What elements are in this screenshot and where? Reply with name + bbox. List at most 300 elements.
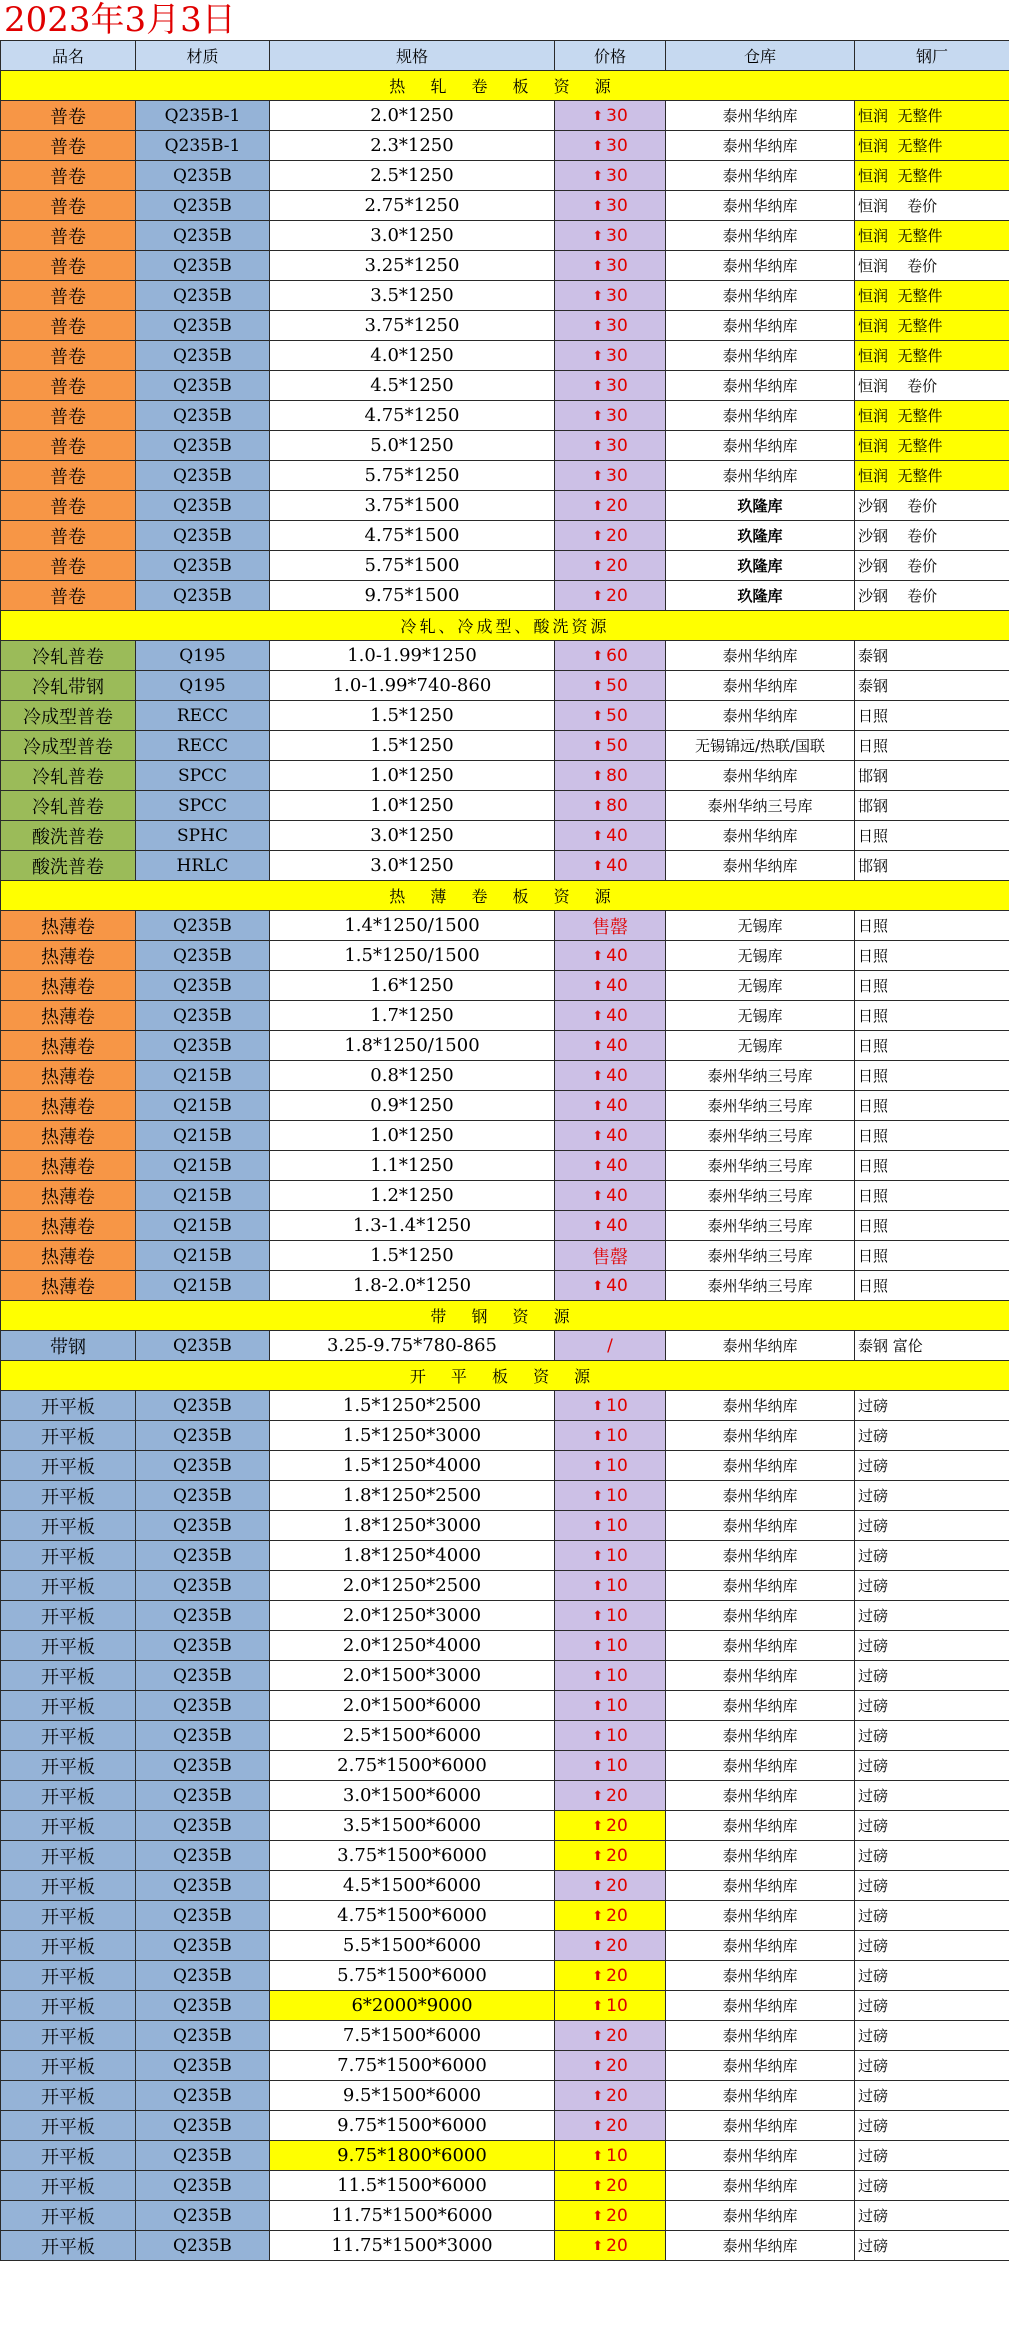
price-cell bbox=[555, 491, 666, 521]
up-arrow-icon: ⬆ bbox=[592, 1998, 604, 2014]
warehouse-cell: 泰州华纳库 bbox=[666, 2111, 855, 2141]
up-arrow-icon: ⬆ bbox=[592, 1398, 604, 1414]
price-value: 30 bbox=[606, 285, 628, 306]
price-value: 20 bbox=[606, 1905, 628, 1926]
warehouse-cell: 泰州华纳库 bbox=[666, 1421, 855, 1451]
price-value: 30 bbox=[606, 405, 628, 426]
up-arrow-icon: ⬆ bbox=[592, 708, 604, 724]
up-arrow-icon: ⬆ bbox=[592, 2178, 604, 2194]
table-row bbox=[1, 761, 1009, 791]
material-cell: Q195 bbox=[136, 671, 270, 701]
up-arrow-icon: ⬆ bbox=[592, 2238, 604, 2254]
price-cell bbox=[555, 1661, 666, 1691]
spec-cell: 1.0-1.99*740-860 bbox=[270, 671, 555, 701]
material-cell: Q235B bbox=[136, 911, 270, 941]
up-arrow-icon: ⬆ bbox=[592, 2088, 604, 2104]
price-cell bbox=[555, 641, 666, 671]
price-value: 40 bbox=[606, 945, 628, 966]
up-arrow-icon: ⬆ bbox=[592, 168, 604, 184]
price-cell bbox=[555, 551, 666, 581]
warehouse-cell: 玖隆库 bbox=[666, 521, 855, 551]
price-cell bbox=[555, 221, 666, 251]
table-row bbox=[1, 1571, 1009, 1601]
mill-cell: 过磅 bbox=[855, 1601, 1009, 1631]
table-row bbox=[1, 851, 1009, 881]
spec-cell: 3.25*1250 bbox=[270, 251, 555, 281]
product-name-cell: 热薄卷 bbox=[1, 1241, 136, 1271]
warehouse-cell: 泰州华纳库 bbox=[666, 1871, 855, 1901]
warehouse-cell: 泰州华纳库 bbox=[666, 1601, 855, 1631]
warehouse-cell: 泰州华纳库 bbox=[666, 431, 855, 461]
price-cell bbox=[555, 761, 666, 791]
up-arrow-icon: ⬆ bbox=[592, 1128, 604, 1144]
price-value: 20 bbox=[606, 2115, 628, 2136]
table-row bbox=[1, 281, 1009, 311]
price-value: 30 bbox=[606, 465, 628, 486]
section-title-row bbox=[1, 1301, 1009, 1331]
product-name-cell: 冷轧普卷 bbox=[1, 641, 136, 671]
price-cell bbox=[555, 701, 666, 731]
mill-cell: 泰钢 bbox=[855, 671, 1009, 701]
spec-cell: 1.8*1250*4000 bbox=[270, 1541, 555, 1571]
material-cell: Q235B bbox=[136, 1931, 270, 1961]
warehouse-cell: 无锡库 bbox=[666, 911, 855, 941]
warehouse-cell: 玖隆库 bbox=[666, 581, 855, 611]
up-arrow-icon: ⬆ bbox=[592, 198, 604, 214]
spec-cell: 5.75*1250 bbox=[270, 461, 555, 491]
product-name-cell: 热薄卷 bbox=[1, 911, 136, 941]
mill-cell: 日照 bbox=[855, 731, 1009, 761]
price-value: 20 bbox=[606, 495, 628, 516]
product-name-cell: 开平板 bbox=[1, 1721, 136, 1751]
spec-cell: 11.75*1500*3000 bbox=[270, 2231, 555, 2261]
section-title: 热 轧 卷 板 资 源 bbox=[1, 71, 1009, 101]
price-sheet-body bbox=[1, 41, 1009, 2261]
table-row bbox=[1, 671, 1009, 701]
product-name-cell: 普卷 bbox=[1, 101, 136, 131]
material-cell: Q235B bbox=[136, 281, 270, 311]
price-cell bbox=[555, 971, 666, 1001]
mill-cell: 过磅 bbox=[855, 1541, 1009, 1571]
warehouse-cell: 泰州华纳库 bbox=[666, 2201, 855, 2231]
price-value: 10 bbox=[606, 1635, 628, 1656]
warehouse-cell: 泰州华纳库 bbox=[666, 281, 855, 311]
up-arrow-icon: ⬆ bbox=[592, 738, 604, 754]
price-value: 20 bbox=[606, 2055, 628, 2076]
price-value: 40 bbox=[606, 1155, 628, 1176]
price-cell bbox=[555, 521, 666, 551]
warehouse-cell: 泰州华纳库 bbox=[666, 1331, 855, 1361]
price-value: 20 bbox=[606, 1785, 628, 1806]
table-row bbox=[1, 1691, 1009, 1721]
warehouse-cell: 泰州华纳库 bbox=[666, 101, 855, 131]
spec-cell: 1.0*1250 bbox=[270, 761, 555, 791]
warehouse-cell: 泰州华纳库 bbox=[666, 1481, 855, 1511]
up-arrow-icon: ⬆ bbox=[592, 2028, 604, 2044]
table-row bbox=[1, 1151, 1009, 1181]
mill-cell: 日照 bbox=[855, 911, 1009, 941]
table-row bbox=[1, 1811, 1009, 1841]
mill-cell: 过磅 bbox=[855, 1961, 1009, 1991]
up-arrow-icon: ⬆ bbox=[592, 1188, 604, 1204]
warehouse-cell: 泰州华纳库 bbox=[666, 2171, 855, 2201]
spec-cell: 3.0*1250 bbox=[270, 821, 555, 851]
product-name-cell: 热薄卷 bbox=[1, 1181, 136, 1211]
spec-cell: 1.8-2.0*1250 bbox=[270, 1271, 555, 1301]
price-cell bbox=[555, 1511, 666, 1541]
warehouse-cell: 泰州华纳库 bbox=[666, 641, 855, 671]
product-name-cell: 热薄卷 bbox=[1, 1091, 136, 1121]
price-value: 30 bbox=[606, 255, 628, 276]
warehouse-cell: 玖隆库 bbox=[666, 491, 855, 521]
table-row bbox=[1, 1121, 1009, 1151]
product-name-cell: 开平板 bbox=[1, 1901, 136, 1931]
product-name-cell: 普卷 bbox=[1, 581, 136, 611]
price-value: 50 bbox=[606, 735, 628, 756]
price-cell bbox=[555, 311, 666, 341]
up-arrow-icon: ⬆ bbox=[592, 1878, 604, 1894]
mill-cell: 过磅 bbox=[855, 1661, 1009, 1691]
up-arrow-icon: ⬆ bbox=[592, 1758, 604, 1774]
price-cell bbox=[555, 1631, 666, 1661]
mill-cell: 邯钢 bbox=[855, 761, 1009, 791]
spec-cell: 1.5*1250*2500 bbox=[270, 1391, 555, 1421]
price-sheet-table bbox=[0, 40, 1009, 2261]
product-name-cell: 开平板 bbox=[1, 1601, 136, 1631]
price-value: 20 bbox=[606, 585, 628, 606]
mill-cell: 沙钢 卷价 bbox=[855, 551, 1009, 581]
material-cell: Q235B bbox=[136, 1631, 270, 1661]
product-name-cell: 开平板 bbox=[1, 1751, 136, 1781]
product-name-cell: 开平板 bbox=[1, 2081, 136, 2111]
product-name-cell: 开平板 bbox=[1, 1661, 136, 1691]
product-name-cell: 开平板 bbox=[1, 1631, 136, 1661]
material-cell: Q215B bbox=[136, 1211, 270, 1241]
price-cell bbox=[555, 1811, 666, 1841]
product-name-cell: 热薄卷 bbox=[1, 1151, 136, 1181]
mill-cell: 过磅 bbox=[855, 2051, 1009, 2081]
mill-cell: 过磅 bbox=[855, 1511, 1009, 1541]
warehouse-cell: 泰州华纳库 bbox=[666, 1931, 855, 1961]
product-name-cell: 热薄卷 bbox=[1, 1121, 136, 1151]
product-name-cell: 普卷 bbox=[1, 341, 136, 371]
mill-cell: 日照 bbox=[855, 971, 1009, 1001]
spec-cell: 3.5*1250 bbox=[270, 281, 555, 311]
price-value: 40 bbox=[606, 1065, 628, 1086]
price-cell bbox=[555, 851, 666, 881]
product-name-cell: 开平板 bbox=[1, 1481, 136, 1511]
material-cell: Q215B bbox=[136, 1061, 270, 1091]
product-name-cell: 热薄卷 bbox=[1, 1031, 136, 1061]
price-value: 50 bbox=[606, 675, 628, 696]
product-name-cell: 酸洗普卷 bbox=[1, 851, 136, 881]
price-cell bbox=[555, 911, 666, 941]
table-row bbox=[1, 1841, 1009, 1871]
mill-cell: 日照 bbox=[855, 1031, 1009, 1061]
warehouse-cell: 泰州华纳库 bbox=[666, 341, 855, 371]
table-row bbox=[1, 1781, 1009, 1811]
price-value: 售罄 bbox=[592, 916, 628, 938]
material-cell: Q235B bbox=[136, 581, 270, 611]
mill-cell: 过磅 bbox=[855, 2081, 1009, 2111]
header-cell: 规格 bbox=[270, 41, 555, 71]
header-cell: 价格 bbox=[555, 41, 666, 71]
price-cell bbox=[555, 1481, 666, 1511]
table-row bbox=[1, 2201, 1009, 2231]
material-cell: Q235B bbox=[136, 2141, 270, 2171]
warehouse-cell: 泰州华纳库 bbox=[666, 1511, 855, 1541]
warehouse-cell: 泰州华纳库 bbox=[666, 701, 855, 731]
table-row bbox=[1, 731, 1009, 761]
product-name-cell: 开平板 bbox=[1, 2021, 136, 2051]
up-arrow-icon: ⬆ bbox=[592, 1728, 604, 1744]
material-cell: Q235B bbox=[136, 1661, 270, 1691]
table-row bbox=[1, 1631, 1009, 1661]
up-arrow-icon: ⬆ bbox=[592, 2148, 604, 2164]
up-arrow-icon: ⬆ bbox=[592, 2118, 604, 2134]
mill-cell: 恒润 无整件 bbox=[855, 221, 1009, 251]
price-value: 60 bbox=[606, 645, 628, 666]
table-row bbox=[1, 401, 1009, 431]
warehouse-cell: 泰州华纳库 bbox=[666, 1721, 855, 1751]
price-value: 10 bbox=[606, 1515, 628, 1536]
material-cell: Q235B bbox=[136, 1541, 270, 1571]
product-name-cell: 普卷 bbox=[1, 251, 136, 281]
price-cell bbox=[555, 131, 666, 161]
mill-cell: 日照 bbox=[855, 1181, 1009, 1211]
price-cell bbox=[555, 1061, 666, 1091]
spec-cell: 1.5*1250 bbox=[270, 731, 555, 761]
warehouse-cell: 泰州华纳库 bbox=[666, 2141, 855, 2171]
warehouse-cell: 泰州华纳库 bbox=[666, 851, 855, 881]
up-arrow-icon: ⬆ bbox=[592, 948, 604, 964]
warehouse-cell: 无锡锦远/热联/国联 bbox=[666, 731, 855, 761]
table-row bbox=[1, 1391, 1009, 1421]
price-cell bbox=[555, 341, 666, 371]
up-arrow-icon: ⬆ bbox=[592, 228, 604, 244]
material-cell: Q235B bbox=[136, 941, 270, 971]
spec-cell: 6*2000*9000 bbox=[270, 1991, 555, 2021]
price-value: 10 bbox=[606, 1725, 628, 1746]
product-name-cell: 冷成型普卷 bbox=[1, 731, 136, 761]
spec-cell: 11.5*1500*6000 bbox=[270, 2171, 555, 2201]
header-cell: 品名 bbox=[1, 41, 136, 71]
product-name-cell: 冷成型普卷 bbox=[1, 701, 136, 731]
mill-cell: 过磅 bbox=[855, 1721, 1009, 1751]
product-name-cell: 冷轧普卷 bbox=[1, 761, 136, 791]
material-cell: Q235B bbox=[136, 1421, 270, 1451]
table-row bbox=[1, 2231, 1009, 2261]
mill-cell: 过磅 bbox=[855, 1451, 1009, 1481]
price-value: 50 bbox=[606, 705, 628, 726]
spec-cell: 2.0*1500*3000 bbox=[270, 1661, 555, 1691]
mill-cell: 过磅 bbox=[855, 1631, 1009, 1661]
up-arrow-icon: ⬆ bbox=[592, 798, 604, 814]
up-arrow-icon: ⬆ bbox=[592, 1038, 604, 1054]
price-cell bbox=[555, 1721, 666, 1751]
price-value: 40 bbox=[606, 1275, 628, 1296]
price-value: 40 bbox=[606, 975, 628, 996]
price-value: 40 bbox=[606, 1185, 628, 1206]
price-value: 10 bbox=[606, 2145, 628, 2166]
product-name-cell: 冷轧普卷 bbox=[1, 791, 136, 821]
mill-cell: 过磅 bbox=[855, 1901, 1009, 1931]
price-cell bbox=[555, 2021, 666, 2051]
up-arrow-icon: ⬆ bbox=[592, 528, 604, 544]
price-cell bbox=[555, 671, 666, 701]
material-cell: Q235B bbox=[136, 551, 270, 581]
price-cell bbox=[555, 401, 666, 431]
price-cell bbox=[555, 1751, 666, 1781]
material-cell: Q215B bbox=[136, 1151, 270, 1181]
product-name-cell: 开平板 bbox=[1, 2171, 136, 2201]
up-arrow-icon: ⬆ bbox=[592, 1968, 604, 1984]
warehouse-cell: 泰州华纳库 bbox=[666, 1631, 855, 1661]
table-row bbox=[1, 1901, 1009, 1931]
material-cell: Q235B bbox=[136, 2231, 270, 2261]
material-cell: Q235B bbox=[136, 1601, 270, 1631]
price-value: 30 bbox=[606, 375, 628, 396]
table-row bbox=[1, 701, 1009, 731]
header-row bbox=[1, 41, 1009, 71]
price-cell bbox=[555, 2141, 666, 2171]
price-cell bbox=[555, 101, 666, 131]
product-name-cell: 开平板 bbox=[1, 1451, 136, 1481]
price-value: 10 bbox=[606, 1665, 628, 1686]
up-arrow-icon: ⬆ bbox=[592, 678, 604, 694]
material-cell: Q235B bbox=[136, 2051, 270, 2081]
mill-cell: 恒润 无整件 bbox=[855, 101, 1009, 131]
material-cell: Q235B bbox=[136, 1841, 270, 1871]
price-cell bbox=[555, 191, 666, 221]
price-cell bbox=[555, 1211, 666, 1241]
spec-cell: 1.4*1250/1500 bbox=[270, 911, 555, 941]
mill-cell: 过磅 bbox=[855, 1751, 1009, 1781]
price-value: 40 bbox=[606, 1005, 628, 1026]
price-cell bbox=[555, 1091, 666, 1121]
product-name-cell: 热薄卷 bbox=[1, 1211, 136, 1241]
up-arrow-icon: ⬆ bbox=[592, 1638, 604, 1654]
price-cell bbox=[555, 1151, 666, 1181]
warehouse-cell: 泰州华纳库 bbox=[666, 2021, 855, 2051]
price-cell bbox=[555, 1421, 666, 1451]
price-value: / bbox=[607, 1335, 613, 1356]
table-row bbox=[1, 491, 1009, 521]
up-arrow-icon: ⬆ bbox=[592, 768, 604, 784]
price-value: 售罄 bbox=[592, 1246, 628, 1268]
warehouse-cell: 泰州华纳库 bbox=[666, 2051, 855, 2081]
header-cell: 材质 bbox=[136, 41, 270, 71]
product-name-cell: 普卷 bbox=[1, 461, 136, 491]
material-cell: Q235B bbox=[136, 1571, 270, 1601]
price-value: 30 bbox=[606, 135, 628, 156]
table-row bbox=[1, 1181, 1009, 1211]
table-row bbox=[1, 311, 1009, 341]
product-name-cell: 开平板 bbox=[1, 1961, 136, 1991]
spec-cell: 3.0*1250 bbox=[270, 221, 555, 251]
material-cell: Q235B bbox=[136, 2171, 270, 2201]
price-value: 30 bbox=[606, 105, 628, 126]
spec-cell: 2.0*1250 bbox=[270, 101, 555, 131]
material-cell: Q235B bbox=[136, 221, 270, 251]
warehouse-cell: 泰州华纳库 bbox=[666, 1541, 855, 1571]
table-row bbox=[1, 431, 1009, 461]
warehouse-cell: 泰州华纳库 bbox=[666, 821, 855, 851]
material-cell: Q235B bbox=[136, 191, 270, 221]
mill-cell: 沙钢 卷价 bbox=[855, 521, 1009, 551]
mill-cell: 过磅 bbox=[855, 1811, 1009, 1841]
product-name-cell: 开平板 bbox=[1, 2051, 136, 2081]
material-cell: Q235B bbox=[136, 1511, 270, 1541]
price-value: 20 bbox=[606, 2235, 628, 2256]
spec-cell: 9.75*1500*6000 bbox=[270, 2111, 555, 2141]
warehouse-cell: 泰州华纳库 bbox=[666, 161, 855, 191]
price-value: 20 bbox=[606, 1845, 628, 1866]
warehouse-cell: 泰州华纳库 bbox=[666, 1751, 855, 1781]
spec-cell: 7.5*1500*6000 bbox=[270, 2021, 555, 2051]
price-cell bbox=[555, 161, 666, 191]
spec-cell: 0.9*1250 bbox=[270, 1091, 555, 1121]
material-cell: SPCC bbox=[136, 761, 270, 791]
mill-cell: 邯钢 bbox=[855, 851, 1009, 881]
spec-cell: 5.5*1500*6000 bbox=[270, 1931, 555, 1961]
price-cell bbox=[555, 1991, 666, 2021]
price-value: 40 bbox=[606, 855, 628, 876]
warehouse-cell: 无锡库 bbox=[666, 971, 855, 1001]
material-cell: Q235B bbox=[136, 431, 270, 461]
warehouse-cell: 无锡库 bbox=[666, 1031, 855, 1061]
price-value: 30 bbox=[606, 165, 628, 186]
price-value: 20 bbox=[606, 1935, 628, 1956]
table-row bbox=[1, 1481, 1009, 1511]
up-arrow-icon: ⬆ bbox=[592, 408, 604, 424]
mill-cell: 恒润 无整件 bbox=[855, 131, 1009, 161]
spec-cell: 2.75*1500*6000 bbox=[270, 1751, 555, 1781]
material-cell: Q235B bbox=[136, 401, 270, 431]
mill-cell: 过磅 bbox=[855, 2201, 1009, 2231]
warehouse-cell: 泰州华纳库 bbox=[666, 251, 855, 281]
table-row bbox=[1, 911, 1009, 941]
warehouse-cell: 泰州华纳库 bbox=[666, 1841, 855, 1871]
mill-cell: 邯钢 bbox=[855, 791, 1009, 821]
warehouse-cell: 泰州华纳库 bbox=[666, 191, 855, 221]
material-cell: Q235B bbox=[136, 341, 270, 371]
product-name-cell: 开平板 bbox=[1, 1811, 136, 1841]
material-cell: Q215B bbox=[136, 1271, 270, 1301]
warehouse-cell: 泰州华纳库 bbox=[666, 761, 855, 791]
material-cell: Q235B-1 bbox=[136, 131, 270, 161]
table-row bbox=[1, 791, 1009, 821]
spec-cell: 2.5*1250 bbox=[270, 161, 555, 191]
material-cell: Q215B bbox=[136, 1121, 270, 1151]
price-cell bbox=[555, 791, 666, 821]
price-value: 20 bbox=[606, 2025, 628, 2046]
up-arrow-icon: ⬆ bbox=[592, 828, 604, 844]
spec-cell: 9.5*1500*6000 bbox=[270, 2081, 555, 2111]
table-row bbox=[1, 1931, 1009, 1961]
product-name-cell: 热薄卷 bbox=[1, 1061, 136, 1091]
header-cell: 仓库 bbox=[666, 41, 855, 71]
table-row bbox=[1, 251, 1009, 281]
material-cell: Q235B bbox=[136, 1751, 270, 1781]
material-cell: Q235B bbox=[136, 1781, 270, 1811]
warehouse-cell: 泰州华纳三号库 bbox=[666, 1061, 855, 1091]
price-cell bbox=[555, 461, 666, 491]
spec-cell: 1.5*1250 bbox=[270, 1241, 555, 1271]
warehouse-cell: 泰州华纳库 bbox=[666, 1991, 855, 2021]
product-name-cell: 开平板 bbox=[1, 2231, 136, 2261]
warehouse-cell: 玖隆库 bbox=[666, 551, 855, 581]
